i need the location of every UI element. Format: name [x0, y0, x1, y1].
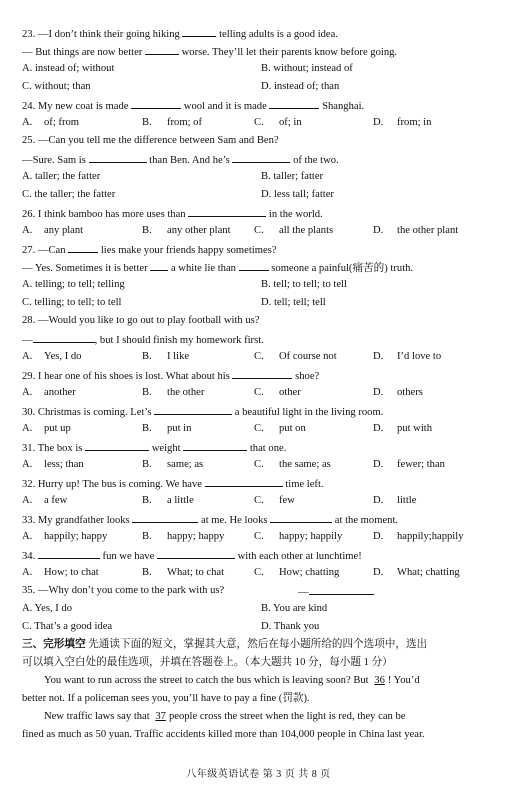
answer-blank	[132, 510, 198, 523]
option-text: How; to chat	[44, 567, 99, 578]
option-text: fewer; than	[397, 459, 445, 470]
option-text: of; from	[44, 117, 80, 128]
option-letter: B.	[142, 351, 152, 362]
text-line	[22, 438, 500, 456]
question-number: 34.	[22, 551, 38, 562]
option-text: happily; happy	[44, 531, 108, 542]
option-text: same; as	[167, 459, 204, 470]
option-letter: D.	[373, 351, 384, 362]
question-28	[22, 312, 500, 366]
option-letter: A.	[22, 423, 33, 434]
dialog-line: — But things are now better	[22, 47, 145, 58]
option-letter: C.	[254, 495, 264, 506]
option-text: the other	[167, 387, 205, 398]
option-text: all the plants	[279, 225, 334, 236]
section-instruction-line: 可以填入空白处的最佳选项，并填在答题卷上。（本大题共 10 分，每小题 1 分）	[22, 657, 393, 668]
text-line	[22, 222, 500, 240]
option-text: any other plant	[167, 225, 231, 236]
dialog-line: of the two.	[290, 155, 339, 166]
text-line	[22, 546, 500, 564]
question-34	[22, 546, 500, 582]
option-text: few	[279, 495, 295, 506]
text-line	[22, 474, 500, 492]
text-line	[22, 78, 500, 96]
question-number: 30.	[22, 407, 38, 418]
text-line	[22, 276, 500, 294]
option-text: put on	[279, 423, 306, 434]
question-stem: shoe?	[292, 371, 320, 382]
text-line	[22, 258, 500, 276]
option-text: little	[397, 495, 417, 506]
text-line	[22, 384, 500, 402]
option-text: I like	[167, 351, 190, 362]
dialog-line: — Yes. Sometimes it is better	[22, 263, 151, 274]
option-letter: C.	[254, 225, 264, 236]
question-number: 33.	[22, 515, 38, 526]
text-line	[22, 132, 500, 150]
option-letter: A.	[22, 225, 33, 236]
answer-blank	[89, 150, 147, 163]
option-letter: A.	[22, 459, 33, 470]
question-stem: My grandfather looks	[37, 515, 133, 526]
exam-page	[22, 24, 500, 744]
question-stem: I think bamboo has more uses than	[37, 209, 189, 220]
option: A. instead of; without	[22, 63, 115, 74]
option-letter: D.	[373, 531, 384, 542]
question-24	[22, 96, 500, 132]
option: B. You are kind	[261, 603, 328, 614]
option-text: others	[397, 387, 423, 398]
dialog-line: someone a painful(痛苦的) truth.	[268, 263, 414, 274]
text-line	[22, 366, 500, 384]
option-letter: D.	[373, 459, 384, 470]
text-line	[22, 312, 500, 330]
passage-line: fined as much as 50 yuan. Traffic accidents killed more than 104,000 people in China last year.	[22, 729, 425, 740]
text-line	[22, 60, 500, 78]
option-letter: A.	[22, 351, 33, 362]
option-letter: C.	[254, 423, 264, 434]
question-stem: Hurry up! The bus is coming. We have	[37, 479, 205, 490]
question-33	[22, 510, 500, 546]
section-instruction: 先通读下面的短文，掌握其大意，然后在每小题所给的四个选项中，选出	[85, 639, 428, 650]
option: C. the taller; the fatter	[22, 189, 116, 200]
question-stem: time left.	[282, 479, 324, 490]
question-stem: in the world.	[266, 209, 323, 220]
question-stem: at me. He looks	[198, 515, 271, 526]
question-number: 29.	[22, 371, 38, 382]
text-line	[22, 24, 500, 42]
option: A. telling; to tell; telling	[22, 279, 125, 290]
option-text: What; to chat	[167, 567, 225, 578]
text-line	[22, 294, 500, 312]
dialog-line: —	[22, 335, 33, 346]
option-letter: C.	[254, 531, 264, 542]
option-letter: D.	[373, 567, 384, 578]
option-letter: D.	[373, 117, 384, 128]
answer-blank	[183, 438, 247, 451]
question-stem: wool and it is made	[181, 101, 270, 112]
question-25	[22, 132, 500, 204]
question-stem: that one.	[247, 443, 287, 454]
option-text: from; in	[397, 117, 432, 128]
option: B. without; instead of	[261, 63, 353, 74]
option: D. less tall; fatter	[261, 189, 334, 200]
answer-blank	[309, 582, 373, 595]
option: A. taller; the fatter	[22, 171, 101, 182]
text-line	[22, 330, 500, 348]
text-line	[22, 456, 500, 474]
answer-blank	[154, 402, 232, 415]
option-letter: A.	[22, 567, 33, 578]
option-letter: C.	[254, 567, 264, 578]
answer-blank	[182, 24, 216, 37]
option-text: Yes, I do	[44, 351, 82, 362]
answer-blank	[85, 438, 149, 451]
option-text: I’d love to	[397, 351, 442, 362]
option-letter: B.	[142, 459, 152, 470]
question-stem: Shanghai.	[319, 101, 365, 112]
question-stem: Christmas is coming. Let’s	[37, 407, 155, 418]
option-letter: A.	[22, 117, 33, 128]
text-line	[22, 186, 500, 204]
question-stem: I hear one of his shoes is lost. What about his	[37, 371, 233, 382]
passage-text: You want to run across the street to catch the bus which is leaving soon? But	[44, 675, 372, 686]
answer-blank	[205, 474, 283, 487]
option-letter: C.	[254, 351, 264, 362]
text-line	[22, 168, 500, 186]
option-letter: D.	[373, 225, 384, 236]
answer-blank	[38, 546, 100, 559]
question-stem: —Why don’t you come to the park with us?	[37, 585, 225, 596]
question-number: 32.	[22, 479, 38, 490]
answer-blank	[157, 546, 235, 559]
option-text: happy; happy	[167, 531, 225, 542]
option: D. tell; tell; tell	[261, 297, 326, 308]
question-stem: —Can you tell me the difference between Sam and Ben?	[37, 135, 279, 146]
text-line	[22, 528, 500, 546]
option-letter: D.	[373, 387, 384, 398]
question-stem: telling adults is a good idea.	[216, 29, 338, 40]
blank-37: 37	[155, 711, 166, 722]
question-stem: with each other at lunchtime!	[234, 551, 362, 562]
question-32	[22, 474, 500, 510]
option-letter: B.	[142, 567, 152, 578]
question-26	[22, 204, 500, 240]
text-line	[22, 618, 500, 636]
option-text: of; in	[279, 117, 302, 128]
text-line	[22, 240, 500, 258]
dialog-line: —Sure. Sam is	[22, 155, 89, 166]
dialog-line: a white lie than	[168, 263, 239, 274]
section-title: 三、完形填空	[22, 639, 86, 650]
text-line	[22, 582, 500, 600]
question-30	[22, 402, 500, 438]
page-footer: 八年级英语试卷 第 3 页 共 8 页	[186, 769, 331, 780]
answer-blank	[270, 510, 332, 523]
passage-line	[22, 708, 500, 726]
option-text: put in	[167, 423, 192, 434]
option: D. Thank you	[261, 621, 320, 632]
text-line	[22, 150, 500, 168]
answer-blank	[232, 150, 290, 163]
dialog-line: , but I should finish my homework first.	[94, 335, 264, 346]
question-29	[22, 366, 500, 402]
option-text: the same; as	[279, 459, 331, 470]
option-letter: B.	[142, 423, 152, 434]
text-line	[22, 510, 500, 528]
dialog-line: worse. They’ll let their parents know before going.	[178, 47, 398, 58]
option: C. That’s a good idea	[22, 621, 113, 632]
reply-line: — .	[298, 582, 375, 602]
option-letter: B.	[142, 495, 152, 506]
question-number: 25.	[22, 135, 38, 146]
question-stem: My new coat is made	[37, 101, 132, 112]
answer-blank	[131, 96, 181, 109]
text-line	[22, 348, 500, 366]
text-line	[22, 402, 500, 420]
section-heading	[22, 636, 500, 654]
passage-text: ! You’d	[387, 675, 420, 686]
option-text: a little	[167, 495, 194, 506]
option-letter: A.	[22, 531, 33, 542]
question-number: 31.	[22, 443, 38, 454]
text-line	[22, 492, 500, 510]
text-line	[22, 564, 500, 582]
option-letter: D.	[373, 423, 384, 434]
option-letter: C.	[254, 117, 264, 128]
option-text: How; chatting	[279, 567, 340, 578]
option-text: put up	[44, 423, 71, 434]
question-stem: weight	[149, 443, 184, 454]
answer-blank	[33, 330, 95, 343]
option-text: another	[44, 387, 76, 398]
option-text: any plant	[44, 225, 84, 236]
option-text: Of course not	[279, 351, 337, 362]
dialog-line: than Ben. And he’s	[146, 155, 233, 166]
option: B. taller; fatter	[261, 171, 324, 182]
passage-text: New traffic laws say that	[44, 711, 153, 722]
question-number: 28.	[22, 315, 38, 326]
option-letter: B.	[142, 531, 152, 542]
option-letter: B.	[142, 117, 152, 128]
answer-blank	[150, 258, 168, 271]
question-stem: fun we have	[99, 551, 157, 562]
option-letter: A.	[22, 387, 33, 398]
option: B. tell; to tell; to tell	[261, 279, 347, 290]
question-stem: —I don’t think their going hiking	[37, 29, 183, 40]
option-letter: B.	[142, 387, 152, 398]
answer-blank	[188, 204, 266, 217]
option-letter: C.	[254, 387, 264, 398]
option-text: the other plant	[397, 225, 459, 236]
text-line	[22, 96, 500, 114]
answer-blank	[269, 96, 319, 109]
text-line	[22, 114, 500, 132]
option-text: What; chatting	[397, 567, 460, 578]
passage-line	[22, 672, 500, 690]
answer-blank	[68, 240, 98, 253]
passage-text: people cross the street when the light is red, they can be	[168, 711, 406, 722]
option-letter: B.	[142, 225, 152, 236]
option-text: happy; happily	[279, 531, 343, 542]
question-27	[22, 240, 500, 312]
question-stem: —Can	[37, 245, 69, 256]
answer-blank	[232, 366, 292, 379]
option-letter: A.	[22, 495, 33, 506]
option: A. Yes, I do	[22, 603, 73, 614]
blank-36: 36	[374, 675, 385, 686]
option: C. telling; to tell; to tell	[22, 297, 122, 308]
option-letter: C.	[254, 459, 264, 470]
option-text: happily;happily	[397, 531, 464, 542]
option-text: a few	[44, 495, 68, 506]
question-31	[22, 438, 500, 474]
option-text: from; of	[167, 117, 203, 128]
text-line	[22, 42, 500, 60]
text-line	[22, 204, 500, 222]
passage-line: better not. If a policeman sees you, you’ll have to pay a fine (罚款).	[22, 693, 310, 704]
option-text: put with	[397, 423, 433, 434]
answer-blank	[145, 42, 179, 55]
question-number: 24.	[22, 101, 38, 112]
question-number: 23.	[22, 29, 38, 40]
option: D. instead of; than	[261, 81, 340, 92]
question-stem: The box is	[37, 443, 86, 454]
question-35	[22, 582, 500, 636]
option-text: other	[279, 387, 301, 398]
option-text: less; than	[44, 459, 84, 470]
question-number: 26.	[22, 209, 38, 220]
question-stem: at the moment.	[332, 515, 399, 526]
question-number: 35.	[22, 585, 38, 596]
text-line	[22, 420, 500, 438]
question-stem: —Would you like to go out to play football with us?	[37, 315, 260, 326]
answer-blank	[239, 258, 269, 271]
option-letter: D.	[373, 495, 384, 506]
text-line	[22, 600, 500, 618]
question-number: 27.	[22, 245, 38, 256]
question-stem: a beautiful light in the living room.	[232, 407, 384, 418]
question-23	[22, 24, 500, 96]
option: C. without; than	[22, 81, 91, 92]
question-stem: lies make your friends happy sometimes?	[98, 245, 277, 256]
